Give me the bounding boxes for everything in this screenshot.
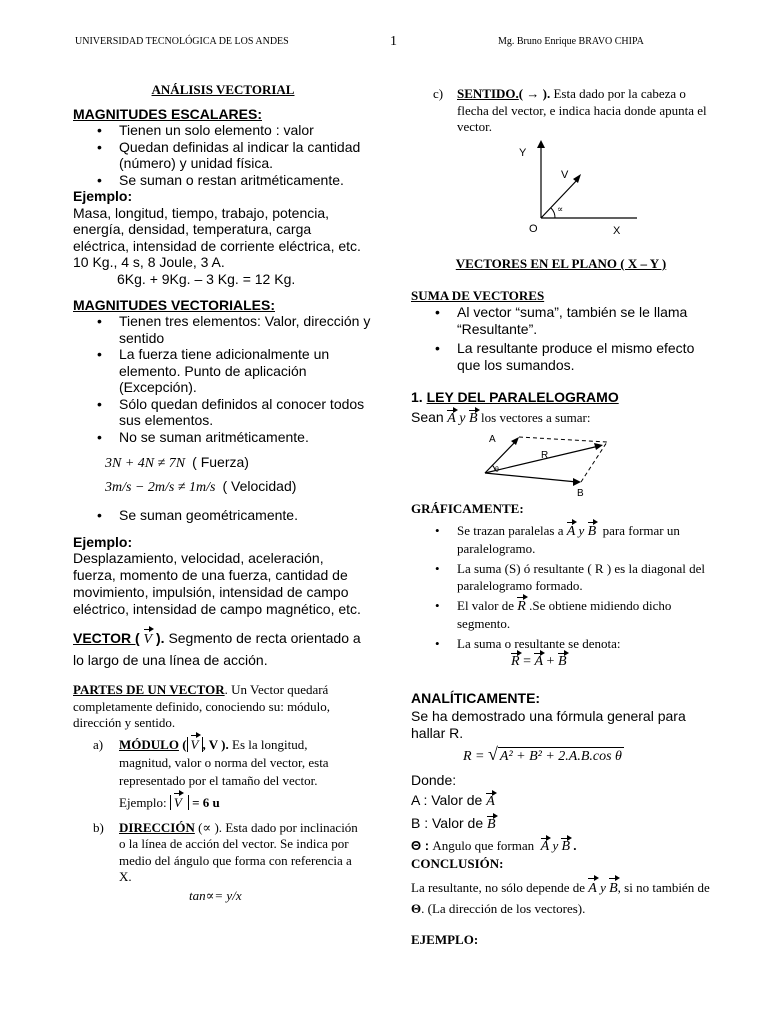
- list-item: • Se trazan paralelas a A y B para formar un paralelogramo.: [435, 523, 680, 556]
- list-item: • Sólo quedan definidos al conocer todos sus elementos.: [97, 395, 365, 428]
- vector-definition: VECTOR ( V ). Segmento de recta orientado a lo largo de una línea de acción.: [73, 630, 361, 668]
- escalares-list: [73, 122, 373, 188]
- list-item: • El valor de R .Se obtiene midiendo dicho segmento.: [435, 598, 672, 631]
- donde-label: Donde:: [411, 772, 457, 788]
- vector-symbol: V: [144, 630, 153, 650]
- dashed-parallel-top: [519, 437, 607, 442]
- main-title: ANÁLISIS VECTORIAL: [151, 82, 295, 97]
- axis-y-label: Y: [519, 147, 527, 159]
- analiticamente-heading: ANALÍTICAMENTE:: [411, 690, 541, 706]
- parte-modulo: a) MÓDULO ( V , V ). Es la longitud, magnitud, valor o norma del vector, esta representado por el tamaño del vector. Ejemplo: V = 6 u: [93, 736, 329, 810]
- vectoriales-list: [73, 313, 373, 445]
- sean-line: Sean A y B los vectores a sumar:: [411, 409, 591, 426]
- axes-diagram: [515, 138, 645, 238]
- vector-a-arrow: [511, 437, 519, 445]
- parte-sentido: c) SENTIDO.( → ). Esta dado por la cabeza o flecha del vector, e indica hacia donde apunta el vector.: [433, 86, 707, 134]
- suma-heading: SUMA DE VECTORES: [411, 288, 545, 303]
- list-item: • Se suman o restan aritméticamente.: [97, 171, 344, 188]
- list-item: • La resultante produce el mismo efecto que los sumandos.: [435, 340, 695, 373]
- plano-heading: VECTORES EN EL PLANO ( X – Y ): [455, 256, 667, 271]
- graficamente-heading: GRÁFICAMENTE:: [411, 501, 524, 516]
- tan-formula: tan∝= y/x: [189, 887, 242, 903]
- label-r: R: [541, 450, 549, 461]
- vectoriales-geo: [73, 507, 373, 524]
- ley-heading: 1. LEY DEL PARALELOGRAMO: [411, 389, 619, 405]
- list-item: • No se suman aritméticamente.: [97, 428, 309, 445]
- list-item: • La suma o resultante se denota:: [435, 636, 621, 651]
- list-item: • Tienen un solo elemento : valor: [97, 122, 314, 138]
- donde-theta: Θ : Angulo que forman A y B .: [411, 838, 577, 854]
- ejemplo-heading: EJEMPLO:: [411, 932, 479, 947]
- list-item: • Al vector “suma”, también se le llama “Resultante”.: [435, 304, 688, 337]
- vectoriales-ejemplo-text: Desplazamiento, velocidad, aceleración, fuerza, momento de una fuerza, cantidad de movimiento, impulsión, intensidad de campo eléctrico, intensidad de campo magnético, etc.: [73, 550, 361, 617]
- alpha-label: ∝: [557, 204, 564, 214]
- header-right: Mg. Bruno Enrique BRAVO CHIPA: [498, 36, 644, 47]
- equation-fuerza: 3N + 4N ≠ 7N ( Fuerza): [105, 454, 249, 471]
- parallelogram-diagram: [465, 428, 615, 498]
- list-item: • La suma (S) ó resultante ( R ) es la diagonal del paralelogramo formado.: [435, 561, 706, 593]
- donde-a: A : Valor de A: [411, 792, 495, 809]
- left-column: [73, 82, 373, 904]
- vectoriales-equations: [73, 451, 373, 499]
- conclusion-text: La resultante, no sólo depende de A y B, si no también de Θ. (La dirección de los vectores).: [411, 880, 710, 916]
- right-column: [411, 86, 711, 947]
- vector-v-label: V: [561, 169, 569, 181]
- label-b: B: [577, 488, 584, 498]
- page-number: 1: [390, 34, 397, 49]
- graficamente-list: [411, 522, 711, 652]
- partes-vector: PARTES DE UN VECTOR. Un Vector quedará completamente definido, conociendo su: módulo, dirección y sentido.: [73, 682, 331, 730]
- donde-b: B : Valor de B: [411, 815, 496, 832]
- vector-b-arrow: [573, 478, 581, 486]
- dashed-parallel-right: [581, 442, 607, 482]
- header-left: UNIVERSIDAD TECNOLÓGICA DE LOS ANDES: [75, 36, 289, 47]
- analiticamente-text: Se ha demostrado una fórmula general para hallar R.: [411, 708, 686, 741]
- escalares-ejemplo-text: Masa, longitud, tiempo, trabajo, potencia, energía, densidad, temperatura, carga eléctrica, intensidad de corriente eléctrica, etc. 10 Kg., 4 s, 8 Joule, 3 A.: [73, 204, 361, 270]
- equation-velocidad: 3m/s − 2m/s ≠ 1m/s ( Velocidad): [105, 478, 297, 495]
- list-item: • Se suman geométricamente.: [97, 507, 298, 523]
- list-item: • La fuerza tiene adicionalmente un elemento. Punto de aplicación (Excepción).: [97, 346, 330, 395]
- escalares-ejemplo-label: Ejemplo:: [73, 188, 133, 204]
- list-item: • Tienen tres elementos: Valor, dirección y sentido: [97, 313, 371, 346]
- vector-v-arrow: [573, 174, 581, 183]
- conclusion-heading: CONCLUSIÓN:: [411, 856, 504, 871]
- suma-list: [411, 304, 711, 373]
- escalares-suma: 6Kg. + 9Kg. – 3 Kg. = 12 Kg.: [117, 270, 296, 287]
- vector-r-arrow: [594, 443, 603, 450]
- parte-direccion: b) DIRECCIÓN (∝ ). Esta dado por inclinación o la línea de acción del vector. Se indica por medio del ángulo que forma con referencia a X. tan∝= y/x: [73, 820, 363, 905]
- y-axis-arrow: [537, 140, 545, 148]
- resultante-equation: R = A + B: [511, 654, 567, 669]
- label-theta: θ: [495, 465, 499, 474]
- angle-arc: [551, 208, 555, 218]
- resultante-formula: R = √ A² + B² + 2.A.B.cos θ: [463, 744, 622, 764]
- vector-b-line: [485, 473, 577, 482]
- vectoriales-heading: MAGNITUDES VECTORIALES:: [73, 297, 275, 313]
- list-item: • Quedan definidas al indicar la cantidad (número) y unidad física.: [97, 138, 361, 171]
- escalares-heading: MAGNITUDES ESCALARES:: [73, 106, 263, 122]
- origin-label: O: [529, 223, 538, 235]
- label-a: A: [489, 434, 496, 445]
- axis-x-label: X: [613, 225, 621, 237]
- vectoriales-ejemplo-label: Ejemplo:: [73, 533, 133, 550]
